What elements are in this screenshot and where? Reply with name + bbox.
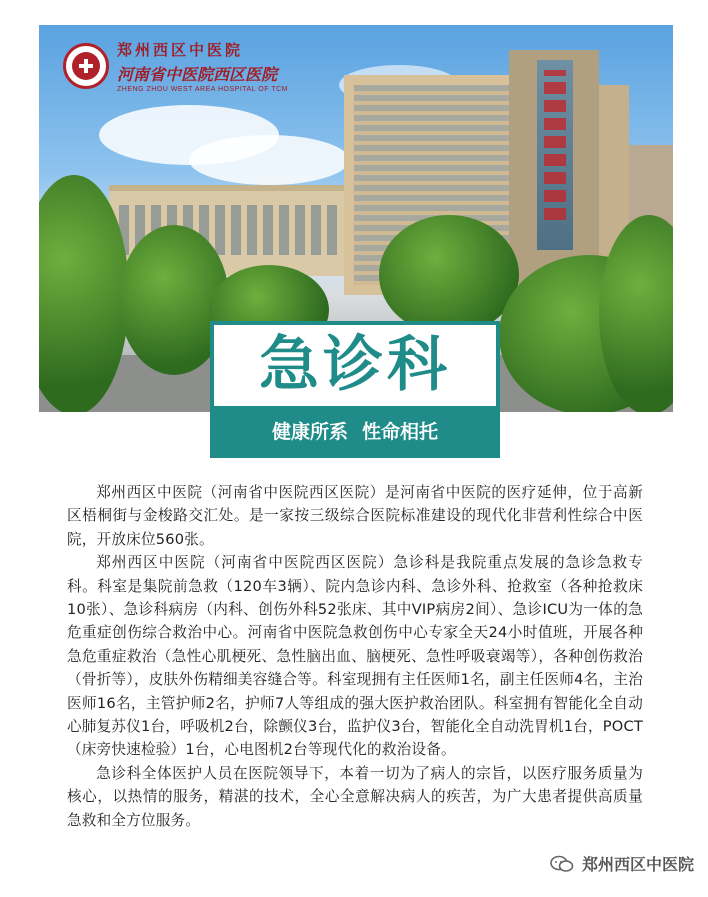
hospital-seal-icon [63, 43, 109, 89]
department-title-box [210, 321, 500, 458]
logo-name-english: ZHENG ZHOU WEST AREA HOSPITAL OF TCM [117, 86, 288, 93]
logo-name-line2: 河南省中医院西区医院 [117, 65, 278, 84]
tree [379, 215, 519, 335]
account-watermark [550, 852, 694, 875]
cloud [189, 135, 349, 185]
paragraph-details: 郑州西区中医院（河南省中医院西区医院）急诊科是我院重点发展的急诊急救专科。科室是集院前急救（120车3辆）、院内急诊内科、急诊外科、抢救室（各种抢救床10张）、急诊科病房（内科、创伤外科52张床、其中VIP病房2间）、急诊ICU为一体的急危重症创伤综合救治中心。河南省中医院急救创伤中心专家全天24小时值班，开展各种急危重症救治（急性心肌梗死、急性脑出血、脑梗死、急性呼吸衰竭等），各种创伤救治（骨折等），皮肤外伤精细美容缝合等。科室现拥有主任医师1名，副主任医师4名，主治医师16名，主管护师2名，护师7人等组成的强大医护救治团队。科室拥有智能化全自动心肺复苏仪1台，呼吸机2台，除颤仪3台，监护仪3台，智能化全自动洗胃机1台，POCT（床旁快速检验）1台，心电图机2台等现代化的救治设备。 [67, 554, 643, 759]
paragraph-mission: 急诊科全体医护人员在医院领导下，本着一切为了病人的宗旨，以医疗服务质量为核心，以热情的服务，精湛的技术，全心全意解决病人的疾苦，为广大患者提供高质量急救和全方位服务。 [67, 764, 643, 829]
paragraph-intro: 郑州西区中医院（河南省中医院西区医院）是河南省中医院的医疗延伸，位于高新区梧桐街与金梭路交汇处。是一家按三级综合医院标准建设的现代化非营利性综合中医院，开放床位560张。 [67, 484, 643, 548]
logo-name-line1: 郑州西区中医院 [117, 41, 244, 59]
hospital-logo [63, 39, 288, 93]
department-description [67, 481, 643, 832]
department-title: 急诊科 [259, 330, 451, 400]
slogan-part1: 健康所系 [271, 420, 348, 443]
slogan-bar [214, 406, 496, 454]
slogan-part2: 性命相托 [362, 420, 439, 443]
wechat-icon [550, 855, 574, 873]
tower-sign [544, 70, 566, 220]
watermark-text: 郑州西区中医院 [581, 855, 694, 874]
